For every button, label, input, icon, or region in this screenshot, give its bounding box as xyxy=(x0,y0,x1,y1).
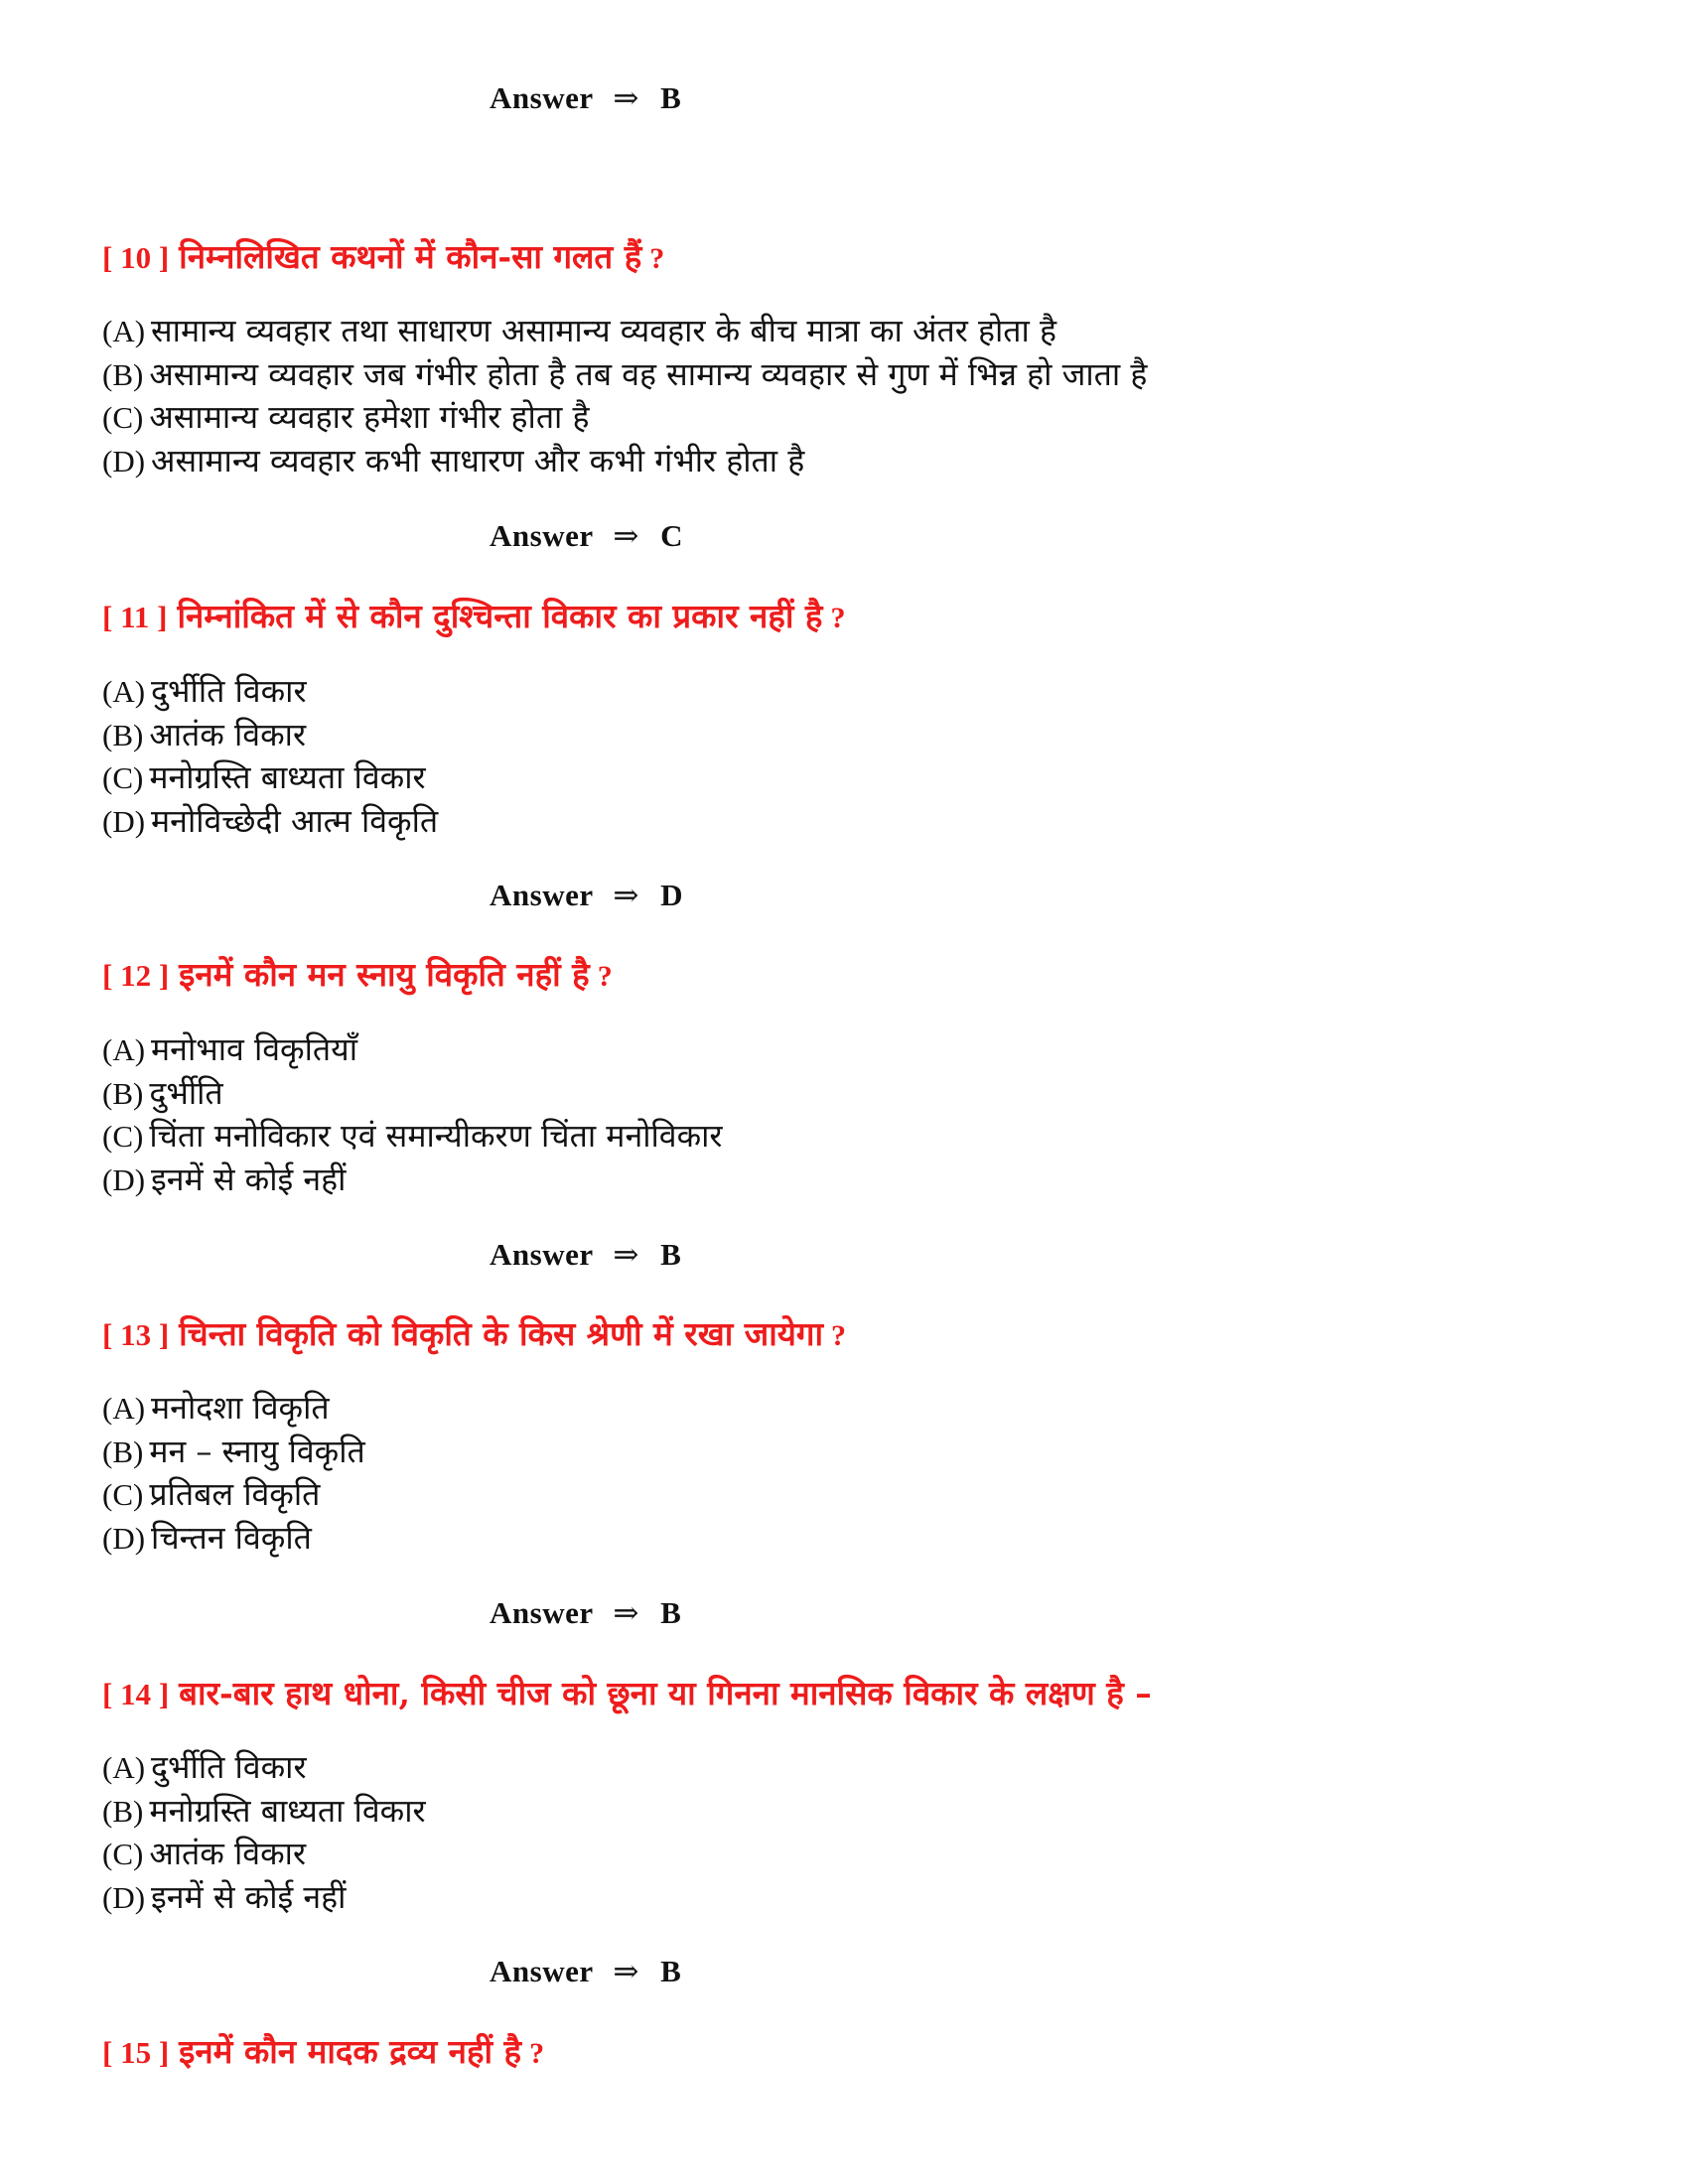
question-text: इनमें कौन मादक द्रव्य नहीं है xyxy=(179,2032,522,2071)
question-11-options xyxy=(102,670,438,843)
option-text: मनोग्रस्ति बाध्यता विकार xyxy=(149,1791,426,1830)
option-b xyxy=(102,1072,723,1116)
option-key: (D) xyxy=(102,1520,146,1556)
option-b xyxy=(102,1790,426,1834)
question-number: [ 10 ] xyxy=(102,240,170,275)
option-text: मनोदशा विकृति xyxy=(151,1389,330,1427)
option-text: मनोविच्छेदी आत्म विकृति xyxy=(151,801,439,840)
option-b xyxy=(102,353,1147,397)
option-d xyxy=(102,1517,365,1561)
option-c xyxy=(102,1473,365,1517)
answer-value: B xyxy=(660,80,681,115)
option-c xyxy=(102,756,438,800)
answer-line-12 xyxy=(490,1235,681,1275)
answer-line-13 xyxy=(490,1593,681,1633)
option-text: चिंता मनोविकार एवं समान्यीकरण चिंता मनोविकार xyxy=(149,1117,723,1155)
option-text: इनमें से कोई नहीं xyxy=(151,1160,347,1198)
question-13-options xyxy=(102,1387,365,1560)
option-text: चिन्तन विकृति xyxy=(151,1518,312,1557)
option-key: (B) xyxy=(102,356,144,392)
option-key: (A) xyxy=(102,1750,146,1785)
option-key: (C) xyxy=(102,400,144,435)
option-key: (D) xyxy=(102,1879,146,1915)
question-text: इनमें कौन मन स्नायु विकृति नहीं है xyxy=(179,955,590,994)
question-text: चिन्ता विकृति को विकृति के किस श्रेणी में रखा जायेगा xyxy=(179,1314,824,1353)
option-c xyxy=(102,1833,426,1876)
question-text: निम्नांकित में से कौन दुश्चिन्ता विकार का प्रकार नहीं है xyxy=(177,597,823,635)
option-key: (B) xyxy=(102,1433,144,1469)
option-a xyxy=(102,1028,723,1072)
option-key: (C) xyxy=(102,760,144,795)
option-text: प्रतिबल विकृति xyxy=(149,1475,321,1513)
answer-value: B xyxy=(660,1954,681,1988)
question-text: बार-बार हाथ धोना, किसी चीज को छूना या गिनना मानसिक विकार के लक्षण है – xyxy=(179,1674,1152,1712)
answer-line-10 xyxy=(490,516,682,556)
question-number: [ 13 ] xyxy=(102,1317,170,1352)
question-12-title xyxy=(102,953,613,999)
option-d xyxy=(102,1876,426,1920)
question-11-title xyxy=(102,595,845,640)
option-d xyxy=(102,1159,723,1202)
implies-arrow-icon: ⇒ xyxy=(613,1237,639,1272)
question-number: [ 12 ] xyxy=(102,958,170,993)
question-12-options xyxy=(102,1028,723,1201)
answer-line-11 xyxy=(490,876,682,915)
option-key: (D) xyxy=(102,1161,146,1197)
option-a xyxy=(102,310,1147,353)
implies-arrow-icon: ⇒ xyxy=(613,80,639,115)
option-key: (A) xyxy=(102,1391,146,1426)
answer-label: Answer xyxy=(490,1595,594,1630)
question-mark: ? xyxy=(597,960,613,993)
implies-arrow-icon: ⇒ xyxy=(613,518,639,553)
option-key: (C) xyxy=(102,1119,144,1154)
answer-label: Answer xyxy=(490,1954,594,1988)
option-key: (D) xyxy=(102,803,146,839)
implies-arrow-icon: ⇒ xyxy=(613,1595,639,1630)
option-text: दुर्भीति विकार xyxy=(151,1748,307,1786)
option-text: दुर्भीति विकार xyxy=(151,672,307,710)
answer-label: Answer xyxy=(490,1237,594,1272)
option-text: मनोभाव विकृतियाँ xyxy=(151,1030,358,1068)
option-d xyxy=(102,440,1147,483)
question-10-title xyxy=(102,235,664,281)
option-key: (D) xyxy=(102,443,146,478)
answer-value: B xyxy=(660,1237,681,1272)
option-key: (C) xyxy=(102,1837,144,1871)
option-text: दुर्भीति xyxy=(149,1073,223,1112)
question-15-title xyxy=(102,2030,544,2076)
answer-value: C xyxy=(660,518,683,553)
option-key: (A) xyxy=(102,674,146,709)
answer-value: D xyxy=(660,878,683,912)
option-b xyxy=(102,1431,365,1474)
implies-arrow-icon: ⇒ xyxy=(613,878,639,912)
option-text: इनमें से कोई नहीं xyxy=(151,1877,347,1916)
option-a xyxy=(102,1746,426,1790)
question-mark: ? xyxy=(649,242,665,275)
question-14-title xyxy=(102,1672,1152,1716)
option-key: (B) xyxy=(102,1075,144,1111)
option-text: मन – स्नायु विकृति xyxy=(149,1432,365,1470)
option-key: (B) xyxy=(102,717,144,752)
question-number: [ 15 ] xyxy=(102,2035,170,2070)
question-10-options xyxy=(102,310,1147,482)
implies-arrow-icon: ⇒ xyxy=(613,1954,639,1988)
answer-line-14 xyxy=(490,1952,681,1991)
option-text: आतंक विकार xyxy=(149,715,307,753)
option-text: मनोग्रस्ति बाध्यता विकार xyxy=(149,758,426,796)
answer-label: Answer xyxy=(490,80,594,115)
question-mark: ? xyxy=(830,602,846,634)
answer-label: Answer xyxy=(490,518,594,553)
option-c xyxy=(102,1115,723,1159)
option-c xyxy=(102,396,1147,440)
option-key: (B) xyxy=(102,1793,144,1829)
option-text: असामान्य व्यवहार हमेशा गंभीर होता है xyxy=(149,398,590,436)
question-number: [ 11 ] xyxy=(102,600,168,634)
option-key: (A) xyxy=(102,314,146,348)
question-number: [ 14 ] xyxy=(102,1677,170,1711)
option-a xyxy=(102,1387,365,1431)
answer-value: B xyxy=(660,1595,681,1630)
answer-line-9 xyxy=(490,78,681,118)
option-a xyxy=(102,670,438,714)
option-b xyxy=(102,714,438,757)
option-text: असामान्य व्यवहार कभी साधारण और कभी गंभीर होता है xyxy=(151,441,805,479)
option-key: (C) xyxy=(102,1477,144,1512)
question-13-title xyxy=(102,1312,846,1358)
question-mark: ? xyxy=(831,1319,847,1352)
answer-label: Answer xyxy=(490,878,594,912)
option-text: सामान्य व्यवहार तथा साधारण असामान्य व्यवहार के बीच मात्रा का अंतर होता है xyxy=(151,312,1056,349)
question-mark: ? xyxy=(529,2037,545,2070)
question-14-options xyxy=(102,1746,426,1919)
option-d xyxy=(102,800,438,844)
option-key: (A) xyxy=(102,1032,146,1067)
option-text: असामान्य व्यवहार जब गंभीर होता है तब वह सामान्य व्यवहार से गुण में भिन्न हो जाता है xyxy=(149,354,1148,393)
question-text: निम्नलिखित कथनों में कौन-सा गलत हैं xyxy=(179,237,642,276)
option-text: आतंक विकार xyxy=(149,1835,307,1872)
